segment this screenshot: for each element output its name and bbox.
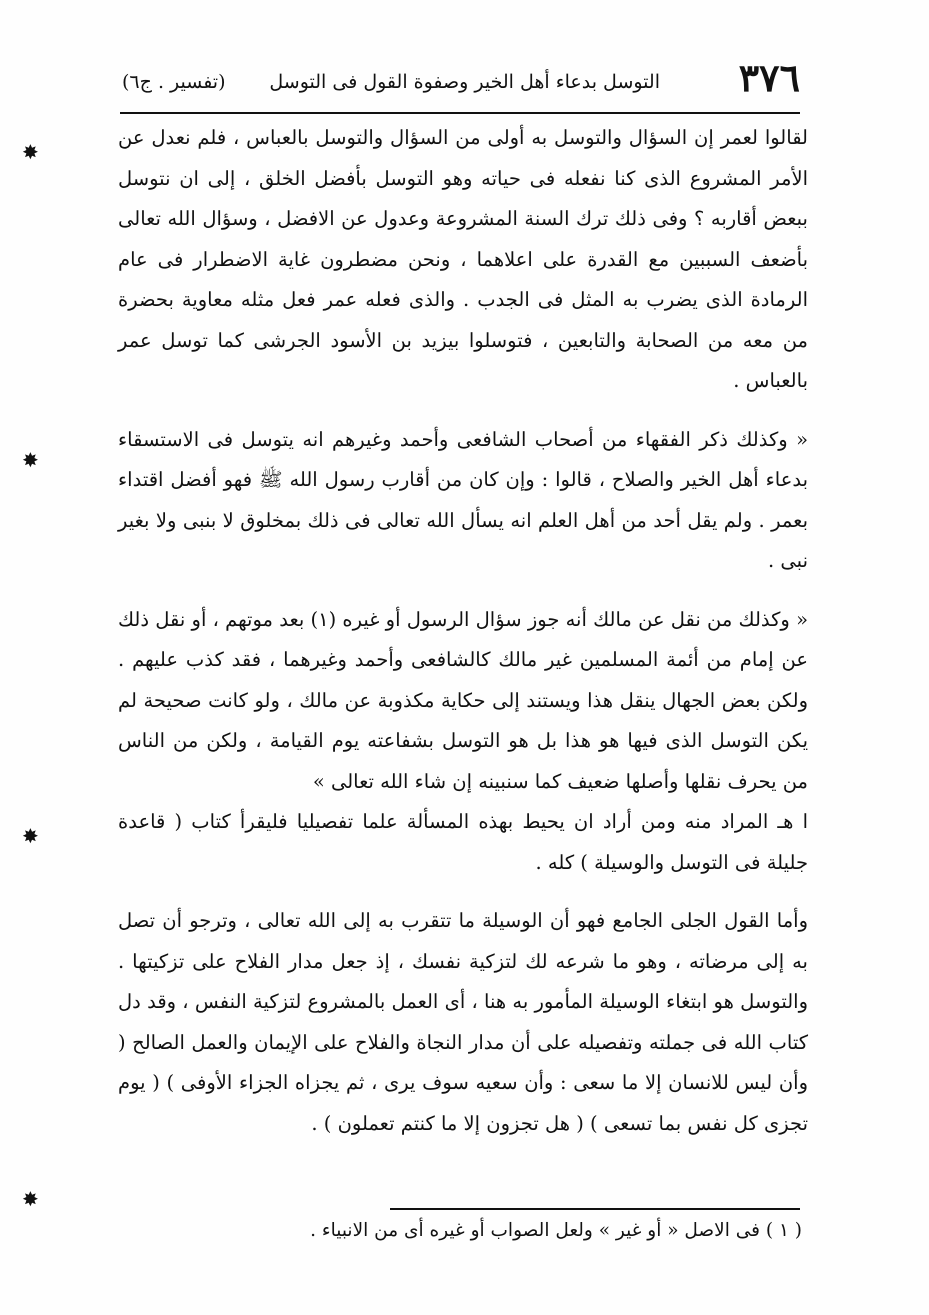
header-rule — [120, 112, 800, 114]
footnote: ( ١ ) فى الاصل « أو غير » ولعل الصواب أو غيره أى من الانبياء . — [310, 1220, 802, 1241]
hole-punch-mark-icon: ✸ — [22, 140, 39, 164]
page-header — [110, 55, 800, 115]
paragraph-1: لقالوا لعمر إن السؤال والتوسل به أولى من السؤال والتوسل بالعباس ، فلم نعدل عن الأمر المشروع الذى كنا نفعله فى حياته وهو التوسل بأفضل الخلق ، إلى ان نتوسل ببعض أقاربه ؟ وفى ذلك ترك السنة المشروعة وعدول عن الافضل ، وسؤال الله تعالى بأضعف السببين مع القدرة على اعلاهما ، ونحن مضطرون غاية الاضطرار فى عام الرمادة الذى يضرب به المثل فى الجدب . والذى فعله عمر فعل مثله معاوية بحضرة من معه من الصحابة والتابعين ، فتوسلوا بيزيد بن الأسود الجرشى كما توسل عمر بالعباس . — [118, 126, 808, 392]
book-reference: (تفسير . ج٦) — [122, 71, 226, 93]
paragraph-4: ا هـ المراد منه ومن أراد ان يحيط بهذه المسألة علما تفصيليا فليقرأ كتاب ( قاعدة جليلة فى التوسل والوسيلة ) كله . — [118, 810, 808, 874]
hole-punch-mark-icon: ✸ — [22, 824, 39, 848]
hole-punch-mark-icon: ✸ — [22, 448, 39, 472]
footnote-rule — [390, 1208, 800, 1210]
paragraph-5: وأما القول الجلى الجامع فهو أن الوسيلة ما تتقرب به إلى الله تعالى ، وترجو أن تصل به إلى مرضاته ، وهو ما شرعه لك لتزكية نفسك ، إذ جعل مدار الفلاح على تزكيتها . والتوسل هو ابتغاء الوسيلة المأمور به هنا ، أى العمل بالمشروع لتزكية النفس ، وقد دل كتاب الله فى جملته وتفصيله على أن مدار النجاة والفلاح على الإيمان والعمل الصالح ( وأن ليس للانسان إلا ما سعى : وأن سعيه سوف يرى ، ثم يجزاه الجزاء الأوفى ) ( يوم تجزى كل نفس بما تسعى ) ( هل تجزون إلا ما كنتم تعملون ) . — [118, 909, 808, 1135]
running-title: التوسل بدعاء أهل الخير وصفوة القول فى التوسل — [269, 71, 660, 93]
hole-punch-mark-icon: ✸ — [22, 1187, 39, 1211]
main-text — [118, 118, 808, 1144]
paragraph-2: « وكذلك ذكر الفقهاء من أصحاب الشافعى وأحمد وغيرهم انه يتوسل فى الاستسقاء بدعاء أهل الخير والصلاح ، قالوا : وإن كان من أقارب رسول الله ﷺ فهو أفضل اقتداء بعمر . ولم يقل أحد من أهل العلم انه يسأل الله تعالى فى ذلك بمخلوق لا بنبى ولا بغير نبى . — [118, 427, 808, 572]
page-number: ٣٧٦ — [738, 55, 800, 100]
paragraph-3: « وكذلك من نقل عن مالك أنه جوز سؤال الرسول أو غيره (١) بعد موتهم ، أو نقل ذلك عن إمام من أئمة المسلمين غير مالك كالشافعى وأحمد وغيرهما ، فقد كذب عليهم . ولكن بعض الجهال ينقل هذا ويستند إلى حكاية مكذوبة عن مالك ، ولو كانت صحيحة لم يكن التوسل الذى فيها هو هذا بل هو التوسل بشفاعته يوم القيامة ، ولكن من الناس من يحرف نقلها وأصلها ضعيف كما سنبينه إن شاء الله تعالى » — [118, 607, 808, 793]
